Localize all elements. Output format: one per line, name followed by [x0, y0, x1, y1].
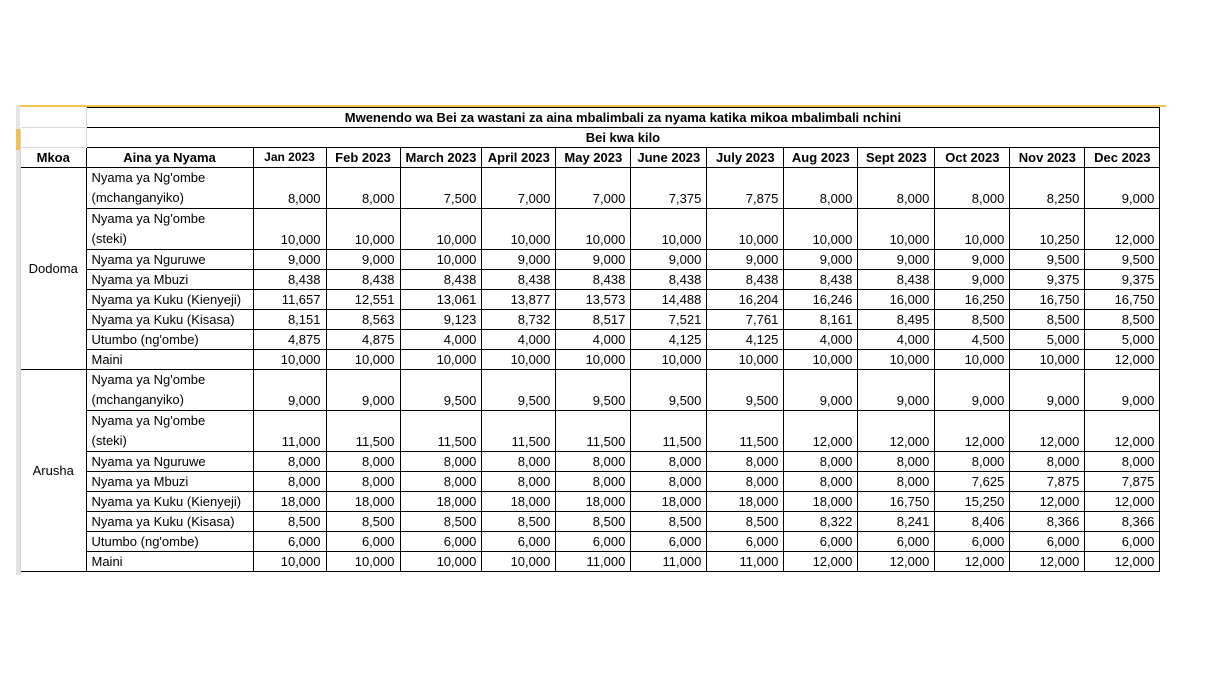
- price-cell[interactable]: 10,000: [935, 350, 1010, 370]
- price-cell[interactable]: 12,000: [1010, 552, 1085, 572]
- price-cell[interactable]: 9,000: [1010, 370, 1085, 411]
- meat-type-cell[interactable]: Nyama ya Nguruwe: [86, 250, 253, 270]
- price-cell[interactable]: 9,000: [858, 370, 935, 411]
- price-cell[interactable]: 6,000: [935, 532, 1010, 552]
- table-row: [21, 350, 1160, 370]
- price-cell[interactable]: 18,000: [707, 492, 784, 512]
- table-row: [21, 370, 1160, 411]
- price-cell[interactable]: 9,500: [631, 370, 707, 411]
- price-cell[interactable]: 8,438: [784, 270, 858, 290]
- price-cell[interactable]: 8,000: [858, 168, 935, 209]
- header-month[interactable]: July 2023: [707, 148, 784, 168]
- price-cell[interactable]: 8,000: [784, 452, 858, 472]
- price-cell[interactable]: 10,000: [556, 209, 631, 250]
- price-cell[interactable]: 11,000: [631, 552, 707, 572]
- title-row-blank-cell[interactable]: [21, 108, 86, 128]
- price-cell[interactable]: 10,000: [482, 350, 556, 370]
- price-cell[interactable]: 10,000: [784, 209, 858, 250]
- meat-type-cell[interactable]: Utumbo (ng'ombe): [86, 532, 253, 552]
- header-month[interactable]: April 2023: [482, 148, 556, 168]
- header-month[interactable]: Aug 2023: [784, 148, 858, 168]
- price-cell[interactable]: 14,488: [631, 290, 707, 310]
- price-cell[interactable]: 10,000: [400, 250, 482, 270]
- header-month[interactable]: March 2023: [400, 148, 482, 168]
- price-cell[interactable]: 10,000: [400, 552, 482, 572]
- meat-type-cell[interactable]: [86, 168, 253, 209]
- price-cell[interactable]: 11,500: [400, 411, 482, 452]
- price-cell[interactable]: 10,000: [253, 350, 326, 370]
- price-cell[interactable]: 9,000: [784, 250, 858, 270]
- price-cell[interactable]: 12,000: [858, 552, 935, 572]
- price-cell[interactable]: 9,500: [556, 370, 631, 411]
- selected-row-marker: [16, 129, 20, 150]
- price-cell[interactable]: 4,000: [858, 330, 935, 350]
- meat-type-cell[interactable]: Nyama ya Nguruwe: [86, 452, 253, 472]
- price-cell[interactable]: 13,573: [556, 290, 631, 310]
- meat-type-line: Nyama ya Ng'ombe: [91, 211, 206, 226]
- price-cell[interactable]: 6,000: [631, 532, 707, 552]
- table-row: [21, 270, 1160, 290]
- price-cell[interactable]: 8,000: [400, 452, 482, 472]
- price-cell[interactable]: 18,000: [400, 492, 482, 512]
- price-cell[interactable]: 10,000: [326, 209, 400, 250]
- price-cell[interactable]: 8,000: [253, 168, 326, 209]
- price-cell[interactable]: 7,625: [935, 472, 1010, 492]
- header-month[interactable]: Sept 2023: [858, 148, 935, 168]
- header-region[interactable]: Mkoa: [21, 148, 86, 168]
- price-cell[interactable]: 16,246: [784, 290, 858, 310]
- price-cell[interactable]: 9,500: [1085, 250, 1160, 270]
- price-cell[interactable]: 8,438: [482, 270, 556, 290]
- price-cell[interactable]: 12,551: [326, 290, 400, 310]
- price-cell[interactable]: 8,500: [1085, 310, 1160, 330]
- header-month[interactable]: June 2023: [631, 148, 707, 168]
- table-row: [21, 168, 1160, 209]
- price-cell[interactable]: 8,000: [326, 168, 400, 209]
- price-cell[interactable]: 8,406: [935, 512, 1010, 532]
- price-cell[interactable]: 10,000: [482, 209, 556, 250]
- price-cell[interactable]: 6,000: [1010, 532, 1085, 552]
- meat-type-line: (steki): [91, 433, 127, 448]
- price-cell[interactable]: 9,500: [707, 370, 784, 411]
- price-cell[interactable]: 8,366: [1010, 512, 1085, 532]
- meat-type-cell[interactable]: Nyama ya Kuku (Kienyeji): [86, 290, 253, 310]
- price-cell[interactable]: 8,000: [1010, 452, 1085, 472]
- price-cell[interactable]: 8,151: [253, 310, 326, 330]
- meat-type-line: (steki): [91, 231, 127, 246]
- price-cell[interactable]: 18,000: [326, 492, 400, 512]
- price-cell[interactable]: 6,000: [556, 532, 631, 552]
- price-cell[interactable]: 10,000: [858, 350, 935, 370]
- title-row: [21, 108, 1160, 128]
- price-cell[interactable]: 8,000: [556, 472, 631, 492]
- price-cell[interactable]: 12,000: [858, 411, 935, 452]
- price-cell[interactable]: 18,000: [482, 492, 556, 512]
- price-cell[interactable]: 9,000: [253, 370, 326, 411]
- price-cell[interactable]: 11,000: [556, 552, 631, 572]
- price-cell[interactable]: 6,000: [784, 532, 858, 552]
- meat-type-cell[interactable]: Nyama ya Mbuzi: [86, 472, 253, 492]
- header-month[interactable]: Jan 2023: [253, 148, 326, 168]
- price-cell[interactable]: 8,000: [482, 452, 556, 472]
- price-cell[interactable]: 9,500: [482, 370, 556, 411]
- price-cell[interactable]: 18,000: [631, 492, 707, 512]
- price-cell[interactable]: 10,000: [935, 209, 1010, 250]
- price-cell[interactable]: 6,000: [482, 532, 556, 552]
- price-cell[interactable]: 10,000: [400, 209, 482, 250]
- price-cell[interactable]: 8,000: [784, 168, 858, 209]
- meat-type-cell[interactable]: Maini: [86, 350, 253, 370]
- price-cell[interactable]: 9,000: [326, 250, 400, 270]
- subtitle-row-blank-cell[interactable]: [21, 128, 86, 148]
- price-cell[interactable]: 13,061: [400, 290, 482, 310]
- table-row: [21, 452, 1160, 472]
- meat-type-cell[interactable]: [86, 370, 253, 411]
- price-cell[interactable]: 9,000: [1085, 168, 1160, 209]
- header-month[interactable]: Oct 2023: [935, 148, 1010, 168]
- price-cell[interactable]: 11,500: [482, 411, 556, 452]
- meat-type-cell[interactable]: Nyama ya Kuku (Kisasa): [86, 512, 253, 532]
- price-cell[interactable]: 5,000: [1010, 330, 1085, 350]
- price-cell[interactable]: 8,500: [326, 512, 400, 532]
- price-cell[interactable]: 9,000: [1085, 370, 1160, 411]
- price-cell[interactable]: 7,521: [631, 310, 707, 330]
- price-cell[interactable]: 13,877: [482, 290, 556, 310]
- table-title: Mwenendo wa Bei za wastani za aina mbalimbali za nyama katika mikoa mbalimbali nchini: [86, 108, 1160, 128]
- price-cell[interactable]: 10,000: [707, 209, 784, 250]
- price-cell[interactable]: 16,750: [858, 492, 935, 512]
- price-cell[interactable]: 9,000: [326, 370, 400, 411]
- price-cell[interactable]: 7,875: [1010, 472, 1085, 492]
- price-cell[interactable]: 9,000: [935, 370, 1010, 411]
- price-cell[interactable]: 8,000: [253, 452, 326, 472]
- price-cell[interactable]: 8,000: [935, 452, 1010, 472]
- meat-type-cell[interactable]: Nyama ya Kuku (Kienyeji): [86, 492, 253, 512]
- price-cell[interactable]: 16,000: [858, 290, 935, 310]
- price-cell[interactable]: 8,000: [707, 452, 784, 472]
- price-cell[interactable]: 10,000: [631, 209, 707, 250]
- meat-type-line: Nyama ya Ng'ombe: [91, 170, 206, 185]
- meat-type-line: (mchanganyiko): [91, 392, 184, 407]
- price-cell[interactable]: 9,000: [631, 250, 707, 270]
- meat-type-cell[interactable]: Maini: [86, 552, 253, 572]
- price-cell[interactable]: 6,000: [1085, 532, 1160, 552]
- price-cell[interactable]: 5,000: [1085, 330, 1160, 350]
- header-row: [21, 148, 1160, 168]
- price-cell[interactable]: 10,000: [326, 552, 400, 572]
- price-cell[interactable]: 8,500: [935, 310, 1010, 330]
- price-cell[interactable]: 11,500: [707, 411, 784, 452]
- meat-type-line: Nyama ya Ng'ombe: [91, 413, 206, 428]
- price-cell[interactable]: 4,500: [935, 330, 1010, 350]
- header-month[interactable]: Dec 2023: [1085, 148, 1160, 168]
- header-month[interactable]: May 2023: [556, 148, 631, 168]
- price-cell[interactable]: 7,761: [707, 310, 784, 330]
- price-cell[interactable]: 8,000: [631, 472, 707, 492]
- price-cell[interactable]: 12,000: [1010, 492, 1085, 512]
- table-row: [21, 250, 1160, 270]
- price-cell[interactable]: 10,250: [1010, 209, 1085, 250]
- price-cell[interactable]: 9,000: [482, 250, 556, 270]
- table-row: [21, 512, 1160, 532]
- price-cell[interactable]: 10,000: [253, 209, 326, 250]
- price-cell[interactable]: 6,000: [326, 532, 400, 552]
- subtitle-row: [21, 128, 1160, 148]
- price-cell[interactable]: 7,000: [556, 168, 631, 209]
- price-cell[interactable]: 12,000: [1085, 350, 1160, 370]
- meat-type-cell[interactable]: Nyama ya Mbuzi: [86, 270, 253, 290]
- price-cell[interactable]: 4,875: [253, 330, 326, 350]
- price-cell[interactable]: 6,000: [253, 532, 326, 552]
- price-cell[interactable]: 10,000: [784, 350, 858, 370]
- region-cell[interactable]: Arusha: [21, 370, 86, 572]
- table-subtitle: Bei kwa kilo: [86, 128, 1160, 148]
- price-cell[interactable]: 8,000: [858, 452, 935, 472]
- price-cell[interactable]: 11,657: [253, 290, 326, 310]
- table-row: [21, 411, 1160, 452]
- price-cell[interactable]: 8,000: [1085, 452, 1160, 472]
- price-cell[interactable]: 9,000: [935, 250, 1010, 270]
- header-meat-type[interactable]: Aina ya Nyama: [86, 148, 253, 168]
- price-cell[interactable]: 8,500: [707, 512, 784, 532]
- price-cell[interactable]: 8,250: [1010, 168, 1085, 209]
- price-cell[interactable]: 6,000: [858, 532, 935, 552]
- spreadsheet-viewport: [16, 105, 1166, 575]
- price-cell[interactable]: 10,000: [1010, 350, 1085, 370]
- price-cell[interactable]: 8,438: [400, 270, 482, 290]
- price-cell[interactable]: 8,517: [556, 310, 631, 330]
- meat-type-cell[interactable]: Utumbo (ng'ombe): [86, 330, 253, 350]
- price-cell[interactable]: 8,438: [556, 270, 631, 290]
- price-cell[interactable]: 11,500: [556, 411, 631, 452]
- price-cell[interactable]: 15,250: [935, 492, 1010, 512]
- price-cell[interactable]: 10,000: [556, 350, 631, 370]
- meat-price-table: [21, 107, 1160, 572]
- price-cell[interactable]: 12,000: [1085, 209, 1160, 250]
- price-cell[interactable]: 4,875: [326, 330, 400, 350]
- price-cell[interactable]: 10,000: [253, 552, 326, 572]
- price-cell[interactable]: 8,438: [326, 270, 400, 290]
- header-month[interactable]: Nov 2023: [1010, 148, 1085, 168]
- price-cell[interactable]: 8,500: [253, 512, 326, 532]
- meat-type-cell[interactable]: [86, 209, 253, 250]
- price-cell[interactable]: 4,125: [631, 330, 707, 350]
- price-cell[interactable]: 6,000: [707, 532, 784, 552]
- price-cell[interactable]: 12,000: [784, 411, 858, 452]
- price-cell[interactable]: 9,375: [1010, 270, 1085, 290]
- meat-type-line: (mchanganyiko): [91, 190, 184, 205]
- price-cell[interactable]: 9,000: [858, 250, 935, 270]
- price-cell[interactable]: 12,000: [1085, 552, 1160, 572]
- price-cell[interactable]: 10,000: [400, 350, 482, 370]
- table-row: [21, 552, 1160, 572]
- price-cell[interactable]: 8,000: [253, 472, 326, 492]
- price-cell[interactable]: 10,000: [482, 552, 556, 572]
- price-cell[interactable]: 8,000: [482, 472, 556, 492]
- price-cell[interactable]: 8,500: [631, 512, 707, 532]
- price-cell[interactable]: 7,375: [631, 168, 707, 209]
- price-cell[interactable]: 8,000: [556, 452, 631, 472]
- price-cell[interactable]: 8,495: [858, 310, 935, 330]
- price-cell[interactable]: 9,000: [707, 250, 784, 270]
- price-cell[interactable]: 8,241: [858, 512, 935, 532]
- price-cell[interactable]: 8,500: [482, 512, 556, 532]
- price-cell[interactable]: 16,750: [1085, 290, 1160, 310]
- price-cell[interactable]: 4,000: [400, 330, 482, 350]
- price-cell[interactable]: 7,500: [400, 168, 482, 209]
- price-cell[interactable]: 8,000: [707, 472, 784, 492]
- price-cell[interactable]: 4,125: [707, 330, 784, 350]
- price-cell[interactable]: 8,438: [253, 270, 326, 290]
- price-cell[interactable]: 4,000: [556, 330, 631, 350]
- price-cell[interactable]: 9,123: [400, 310, 482, 330]
- meat-type-cell[interactable]: [86, 411, 253, 452]
- price-cell[interactable]: 8,563: [326, 310, 400, 330]
- price-cell[interactable]: 18,000: [253, 492, 326, 512]
- price-cell[interactable]: 8,000: [326, 452, 400, 472]
- price-cell[interactable]: 7,000: [482, 168, 556, 209]
- price-cell[interactable]: 8,500: [400, 512, 482, 532]
- table-row: [21, 209, 1160, 250]
- price-cell[interactable]: 6,000: [400, 532, 482, 552]
- price-cell[interactable]: 7,875: [707, 168, 784, 209]
- price-cell[interactable]: 9,500: [400, 370, 482, 411]
- price-cell[interactable]: 8,732: [482, 310, 556, 330]
- price-cell[interactable]: 11,000: [707, 552, 784, 572]
- price-cell[interactable]: 8,000: [935, 168, 1010, 209]
- price-cell[interactable]: 7,875: [1085, 472, 1160, 492]
- meat-type-cell[interactable]: Nyama ya Kuku (Kisasa): [86, 310, 253, 330]
- price-cell[interactable]: 8,000: [631, 452, 707, 472]
- price-cell[interactable]: 8,438: [707, 270, 784, 290]
- price-cell[interactable]: 9,500: [1010, 250, 1085, 270]
- price-cell[interactable]: 8,366: [1085, 512, 1160, 532]
- price-cell[interactable]: 9,000: [784, 370, 858, 411]
- price-cell[interactable]: 8,000: [326, 472, 400, 492]
- price-cell[interactable]: 10,000: [707, 350, 784, 370]
- price-cell[interactable]: 11,500: [326, 411, 400, 452]
- table-row: [21, 472, 1160, 492]
- price-cell[interactable]: 12,000: [784, 552, 858, 572]
- price-cell[interactable]: 8,438: [631, 270, 707, 290]
- price-cell[interactable]: 11,000: [253, 411, 326, 452]
- table-row: [21, 532, 1160, 552]
- price-cell[interactable]: 8,438: [858, 270, 935, 290]
- price-cell[interactable]: 8,000: [858, 472, 935, 492]
- price-cell[interactable]: 12,000: [935, 552, 1010, 572]
- price-cell[interactable]: 12,000: [935, 411, 1010, 452]
- price-cell[interactable]: 9,375: [1085, 270, 1160, 290]
- price-cell[interactable]: 8,500: [556, 512, 631, 532]
- price-cell[interactable]: 8,161: [784, 310, 858, 330]
- price-cell[interactable]: 16,204: [707, 290, 784, 310]
- meat-type-line: Nyama ya Ng'ombe: [91, 372, 206, 387]
- table-row: [21, 310, 1160, 330]
- price-cell[interactable]: 18,000: [556, 492, 631, 512]
- region-cell[interactable]: Dodoma: [21, 168, 86, 370]
- price-cell[interactable]: 16,250: [935, 290, 1010, 310]
- price-cell[interactable]: 8,322: [784, 512, 858, 532]
- price-cell[interactable]: 4,000: [482, 330, 556, 350]
- price-cell[interactable]: 10,000: [631, 350, 707, 370]
- price-cell[interactable]: 8,500: [1010, 310, 1085, 330]
- price-cell[interactable]: 8,000: [784, 472, 858, 492]
- price-cell[interactable]: 12,000: [1010, 411, 1085, 452]
- price-cell[interactable]: 8,000: [400, 472, 482, 492]
- price-cell[interactable]: 9,000: [253, 250, 326, 270]
- table-row: [21, 290, 1160, 310]
- table-row: [21, 492, 1160, 512]
- price-cell[interactable]: 9,000: [935, 270, 1010, 290]
- price-cell[interactable]: 4,000: [784, 330, 858, 350]
- price-cell[interactable]: 18,000: [784, 492, 858, 512]
- price-cell[interactable]: 11,500: [631, 411, 707, 452]
- price-cell[interactable]: 10,000: [326, 350, 400, 370]
- price-cell[interactable]: 16,750: [1010, 290, 1085, 310]
- price-cell[interactable]: 9,000: [556, 250, 631, 270]
- price-cell[interactable]: 12,000: [1085, 411, 1160, 452]
- price-cell[interactable]: 12,000: [1085, 492, 1160, 512]
- price-cell[interactable]: 10,000: [858, 209, 935, 250]
- table-row: [21, 330, 1160, 350]
- header-month[interactable]: Feb 2023: [326, 148, 400, 168]
